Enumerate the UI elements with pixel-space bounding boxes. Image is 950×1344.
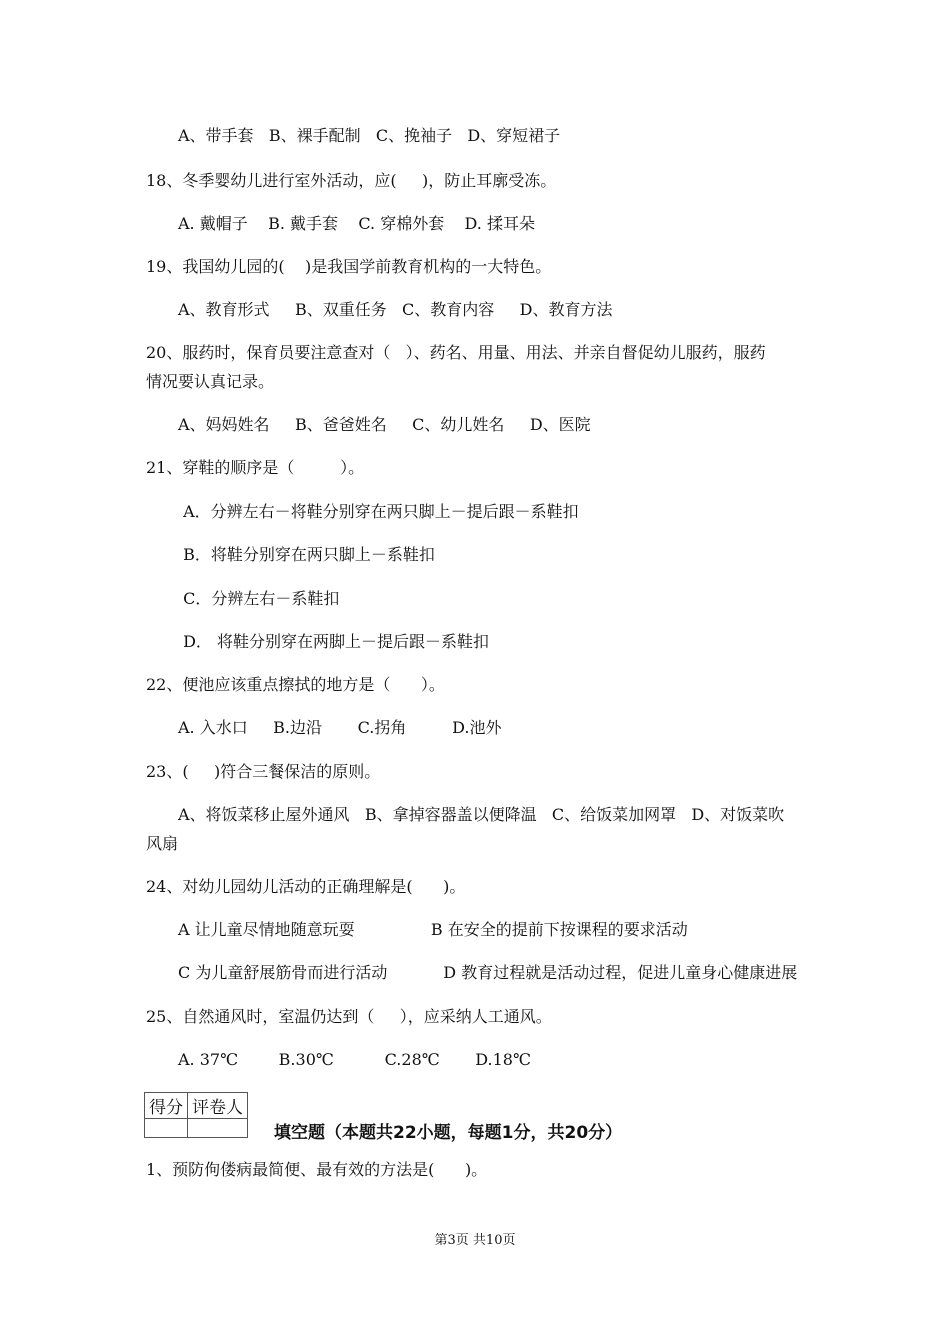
grader-cell [188,1119,248,1138]
q22-options: A. 入水口 B.边沿 C.拐角 D.池外 [178,718,502,737]
q20-options: A、妈妈姓名 B、爸爸姓名 C、幼儿姓名 D、医院 [178,415,591,434]
score-cell [145,1119,188,1138]
section-title: 填空题（本题共22小题，每题1分，共20分） [274,1123,623,1143]
page-footer: 第3页 共10页 [434,1233,516,1248]
q25-options: A. 37℃ B.30℃ C.28℃ D.18℃ [178,1050,531,1069]
q20-stem-line2: 情况要认真记录。 [146,372,275,391]
q25-stem: 25、自然通风时，室温仍达到（ ），应采纳人工通风。 [146,1007,552,1026]
q23-stem: 23、( )符合三餐保洁的原则。 [146,762,381,781]
score-table [144,1092,248,1138]
q24-options-ab: A 让儿童尽情地随意玩耍 B 在安全的提前下按课程的要求活动 [178,920,688,939]
q19-options: A、教育形式 B、双重任务 C、教育内容 D、教育方法 [178,300,613,319]
q22-stem: 22、便池应该重点擦拭的地方是（ ）。 [146,675,445,694]
q19-stem: 19、我国幼儿园的( )是我国学前教育机构的一大特色。 [146,257,552,276]
q21-option-b: B．将鞋分别穿在两只脚上－系鞋扣 [178,545,435,564]
score-label: 得分 [145,1093,188,1119]
q20-stem-line1: 20、服药时，保育员要注意查对（ ）、药名、用量、用法、并亲自督促幼儿服药，服药 [146,343,766,362]
q21-option-a: A．分辨左右－将鞋分别穿在两只脚上－提后跟－系鞋扣 [178,502,579,521]
q21-option-d: D． 将鞋分别穿在两脚上－提后跟－系鞋扣 [178,632,490,651]
q24-options-cd: C 为儿童舒展筋骨而进行活动 D 教育过程就是活动过程，促进儿童身心健康进展 [178,963,798,982]
q23-options-line2: 风扇 [146,834,179,853]
q24-stem: 24、对幼儿园幼儿活动的正确理解是( )。 [146,877,466,896]
q18-stem: 18、冬季婴幼儿进行室外活动，应( )，防止耳廓受冻。 [146,171,557,190]
q17-options: A、带手套 B、裸手配制 C、挽袖子 D、穿短裙子 [178,126,561,145]
q21-option-c: C．分辨左右－系鞋扣 [178,589,340,608]
q23-options-line1: A、将饭菜移止屋外通风 B、拿掉容器盖以便降温 C、给饭菜加网罩 D、对饭菜吹 [178,805,785,824]
grader-label: 评卷人 [188,1093,248,1119]
q21-stem: 21、穿鞋的顺序是（ ）。 [146,458,365,477]
fill-q1-stem: 1、预防佝偻病最简便、最有效的方法是( )。 [146,1160,488,1179]
q18-options: A. 戴帽子 B. 戴手套 C. 穿棉外套 D. 揉耳朵 [178,214,535,233]
